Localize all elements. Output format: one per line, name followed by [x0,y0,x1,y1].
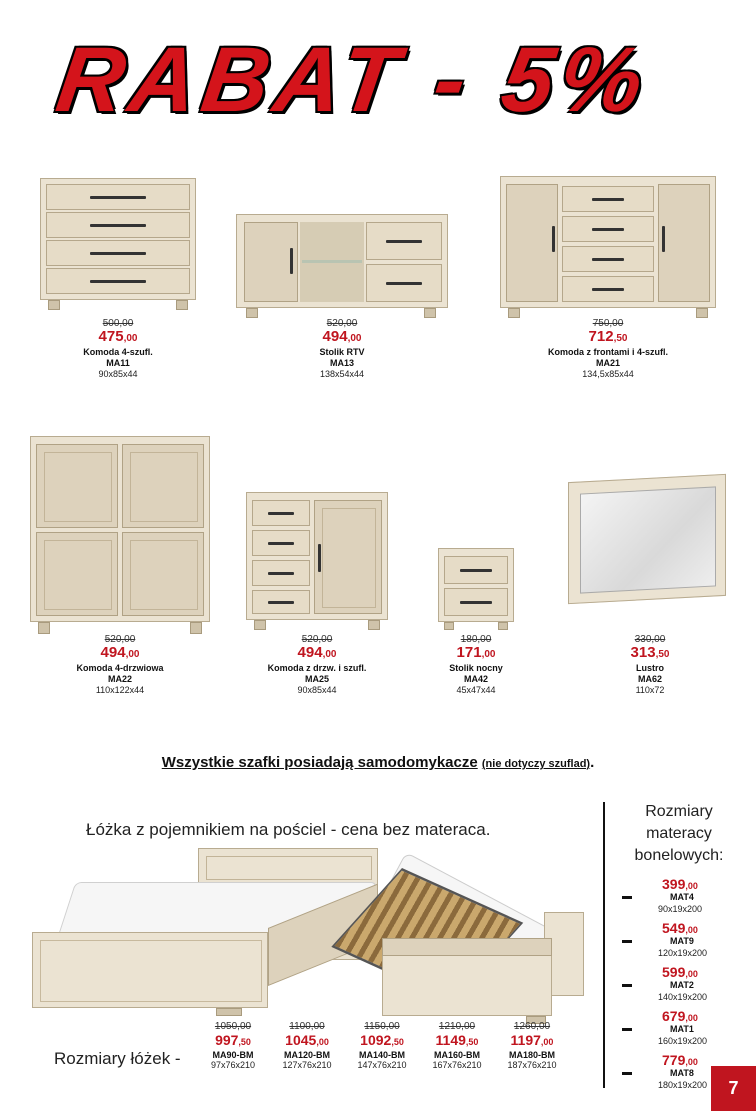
product-image-ma13 [236,214,448,318]
product-caption-ma42 [426,634,526,696]
product-name: Komoda z frontami i 4-szufl. [547,347,668,357]
bed-caption-ma160 [423,1021,491,1071]
headline: RABAT - 5% [50,29,656,131]
product-code: MA160-BM [433,1050,480,1060]
product-dims: 90x85x44 [297,685,337,695]
new-price: 171,00 [456,644,496,661]
product-dims: 187x76x210 [507,1060,557,1070]
product-name: Stolik nocny [449,663,503,673]
mattress-price: 679,00 [662,1008,698,1024]
product-dims: 45x47x44 [456,685,496,695]
product-dims: 97x76x210 [210,1060,256,1070]
product-code: MA11 [106,358,130,368]
product-image-ma25 [246,492,388,630]
new-price: 475,00 [98,328,138,345]
soft-close-notice: Wszystkie szafki posiadają samodomykacze (nie dotyczy szuflad). [161,754,595,771]
product-name: Stolik RTV [319,347,365,357]
old-price: 1050,00 [214,1021,252,1032]
bed-image-closed [26,846,380,1016]
beds-title: Łóżka z pojemnikiem na pościel - cena bez materaca. [86,820,491,839]
old-price: 1150,00 [364,1021,400,1032]
old-price: 330,00 [634,634,666,645]
mattress-dims: 90x19x200 [658,904,703,914]
product-code: MA180-BM [508,1050,555,1060]
product-name: Komoda z drzw. i szufl. [267,663,367,673]
product-dims: 110x72 [635,685,665,695]
product-image-ma22 [30,436,210,634]
mattress-heading: Rozmiary materacy bonelowych: [634,803,724,864]
old-price: 520,00 [104,634,136,645]
product-dims: 147x76x210 [357,1060,407,1070]
product-dims: 110x122x44 [95,685,145,695]
product-caption-ma13 [272,318,412,380]
product-dims: 127x76x210 [282,1060,332,1070]
mattress-price: 779,00 [662,1052,698,1068]
product-code: MA25 [304,674,329,684]
bed-caption-ma90 [199,1021,267,1071]
bed-caption-ma140 [348,1021,416,1071]
product-image-ma62 [568,478,726,600]
old-price: 500,00 [102,318,134,329]
product-name: Lustro [636,663,664,673]
mattress-code: MAT9 [670,936,694,946]
product-dims: 167x76x210 [432,1060,482,1070]
product-name: Komoda 4-drzwiowa [76,663,164,673]
product-code: MA42 [463,674,488,684]
old-price: 520,00 [301,634,333,645]
product-dims: 138x54x44 [319,369,365,379]
mattress-code: MAT4 [670,892,694,902]
product-image-ma11 [40,178,196,310]
page-number: 7 [711,1066,756,1111]
mattress-code: MAT8 [670,1068,694,1078]
new-price: 494,00 [100,644,140,661]
mattress-code: MAT1 [670,1024,694,1034]
new-price: 997,50 [215,1032,251,1048]
bed-image-open [376,846,590,1024]
new-price: 313,50 [630,644,670,661]
mattress-price: 399,00 [662,876,698,892]
product-dims: 90x85x44 [98,369,138,379]
product-code: MA90-BM [212,1050,254,1060]
bed-sizes-label: Rozmiary łóżek - [54,1049,181,1068]
product-caption-ma22 [40,634,200,696]
new-price: 1197,00 [510,1032,554,1048]
mattress-dims: 140x19x200 [658,992,708,1002]
old-price: 1210,00 [438,1021,476,1032]
mattress-dims: 180x19x200 [658,1080,708,1090]
product-code: MA62 [637,674,662,684]
product-code: MA22 [107,674,132,684]
product-image-ma42 [438,548,514,630]
mattress-dims: 160x19x200 [658,1036,708,1046]
product-code: MA13 [329,358,354,368]
bed-caption-ma180 [498,1021,566,1071]
product-caption-ma62 [600,634,700,696]
new-price: 1045,00 [285,1032,329,1048]
product-code: MA120-BM [283,1050,330,1060]
mattress-dims: 120x19x200 [658,948,708,958]
mattress-price: 599,00 [662,964,698,980]
old-price: 1260,00 [513,1021,551,1032]
old-price: 750,00 [592,318,624,329]
bed-caption-ma120 [273,1021,341,1071]
product-image-ma21 [500,176,716,318]
mattress-price: 549,00 [662,920,698,936]
product-caption-ma25 [246,634,388,696]
section-divider [603,802,605,1088]
product-name: Komoda 4-szufl. [83,347,153,357]
new-price: 1092,50 [360,1032,404,1048]
new-price: 1149,50 [435,1032,479,1048]
product-code: MA21 [595,358,620,368]
new-price: 712,50 [588,328,628,345]
new-price: 494,00 [322,328,362,345]
product-dims: 134,5x85x44 [582,369,634,379]
old-price: 180,00 [460,634,492,645]
mattress-code: MAT2 [670,980,694,990]
old-price: 1100,00 [289,1021,325,1032]
product-caption-ma11 [40,318,196,380]
old-price: 520,00 [326,318,358,329]
product-code: MA140-BM [358,1050,405,1060]
product-caption-ma21 [528,318,688,380]
new-price: 494,00 [297,644,337,661]
